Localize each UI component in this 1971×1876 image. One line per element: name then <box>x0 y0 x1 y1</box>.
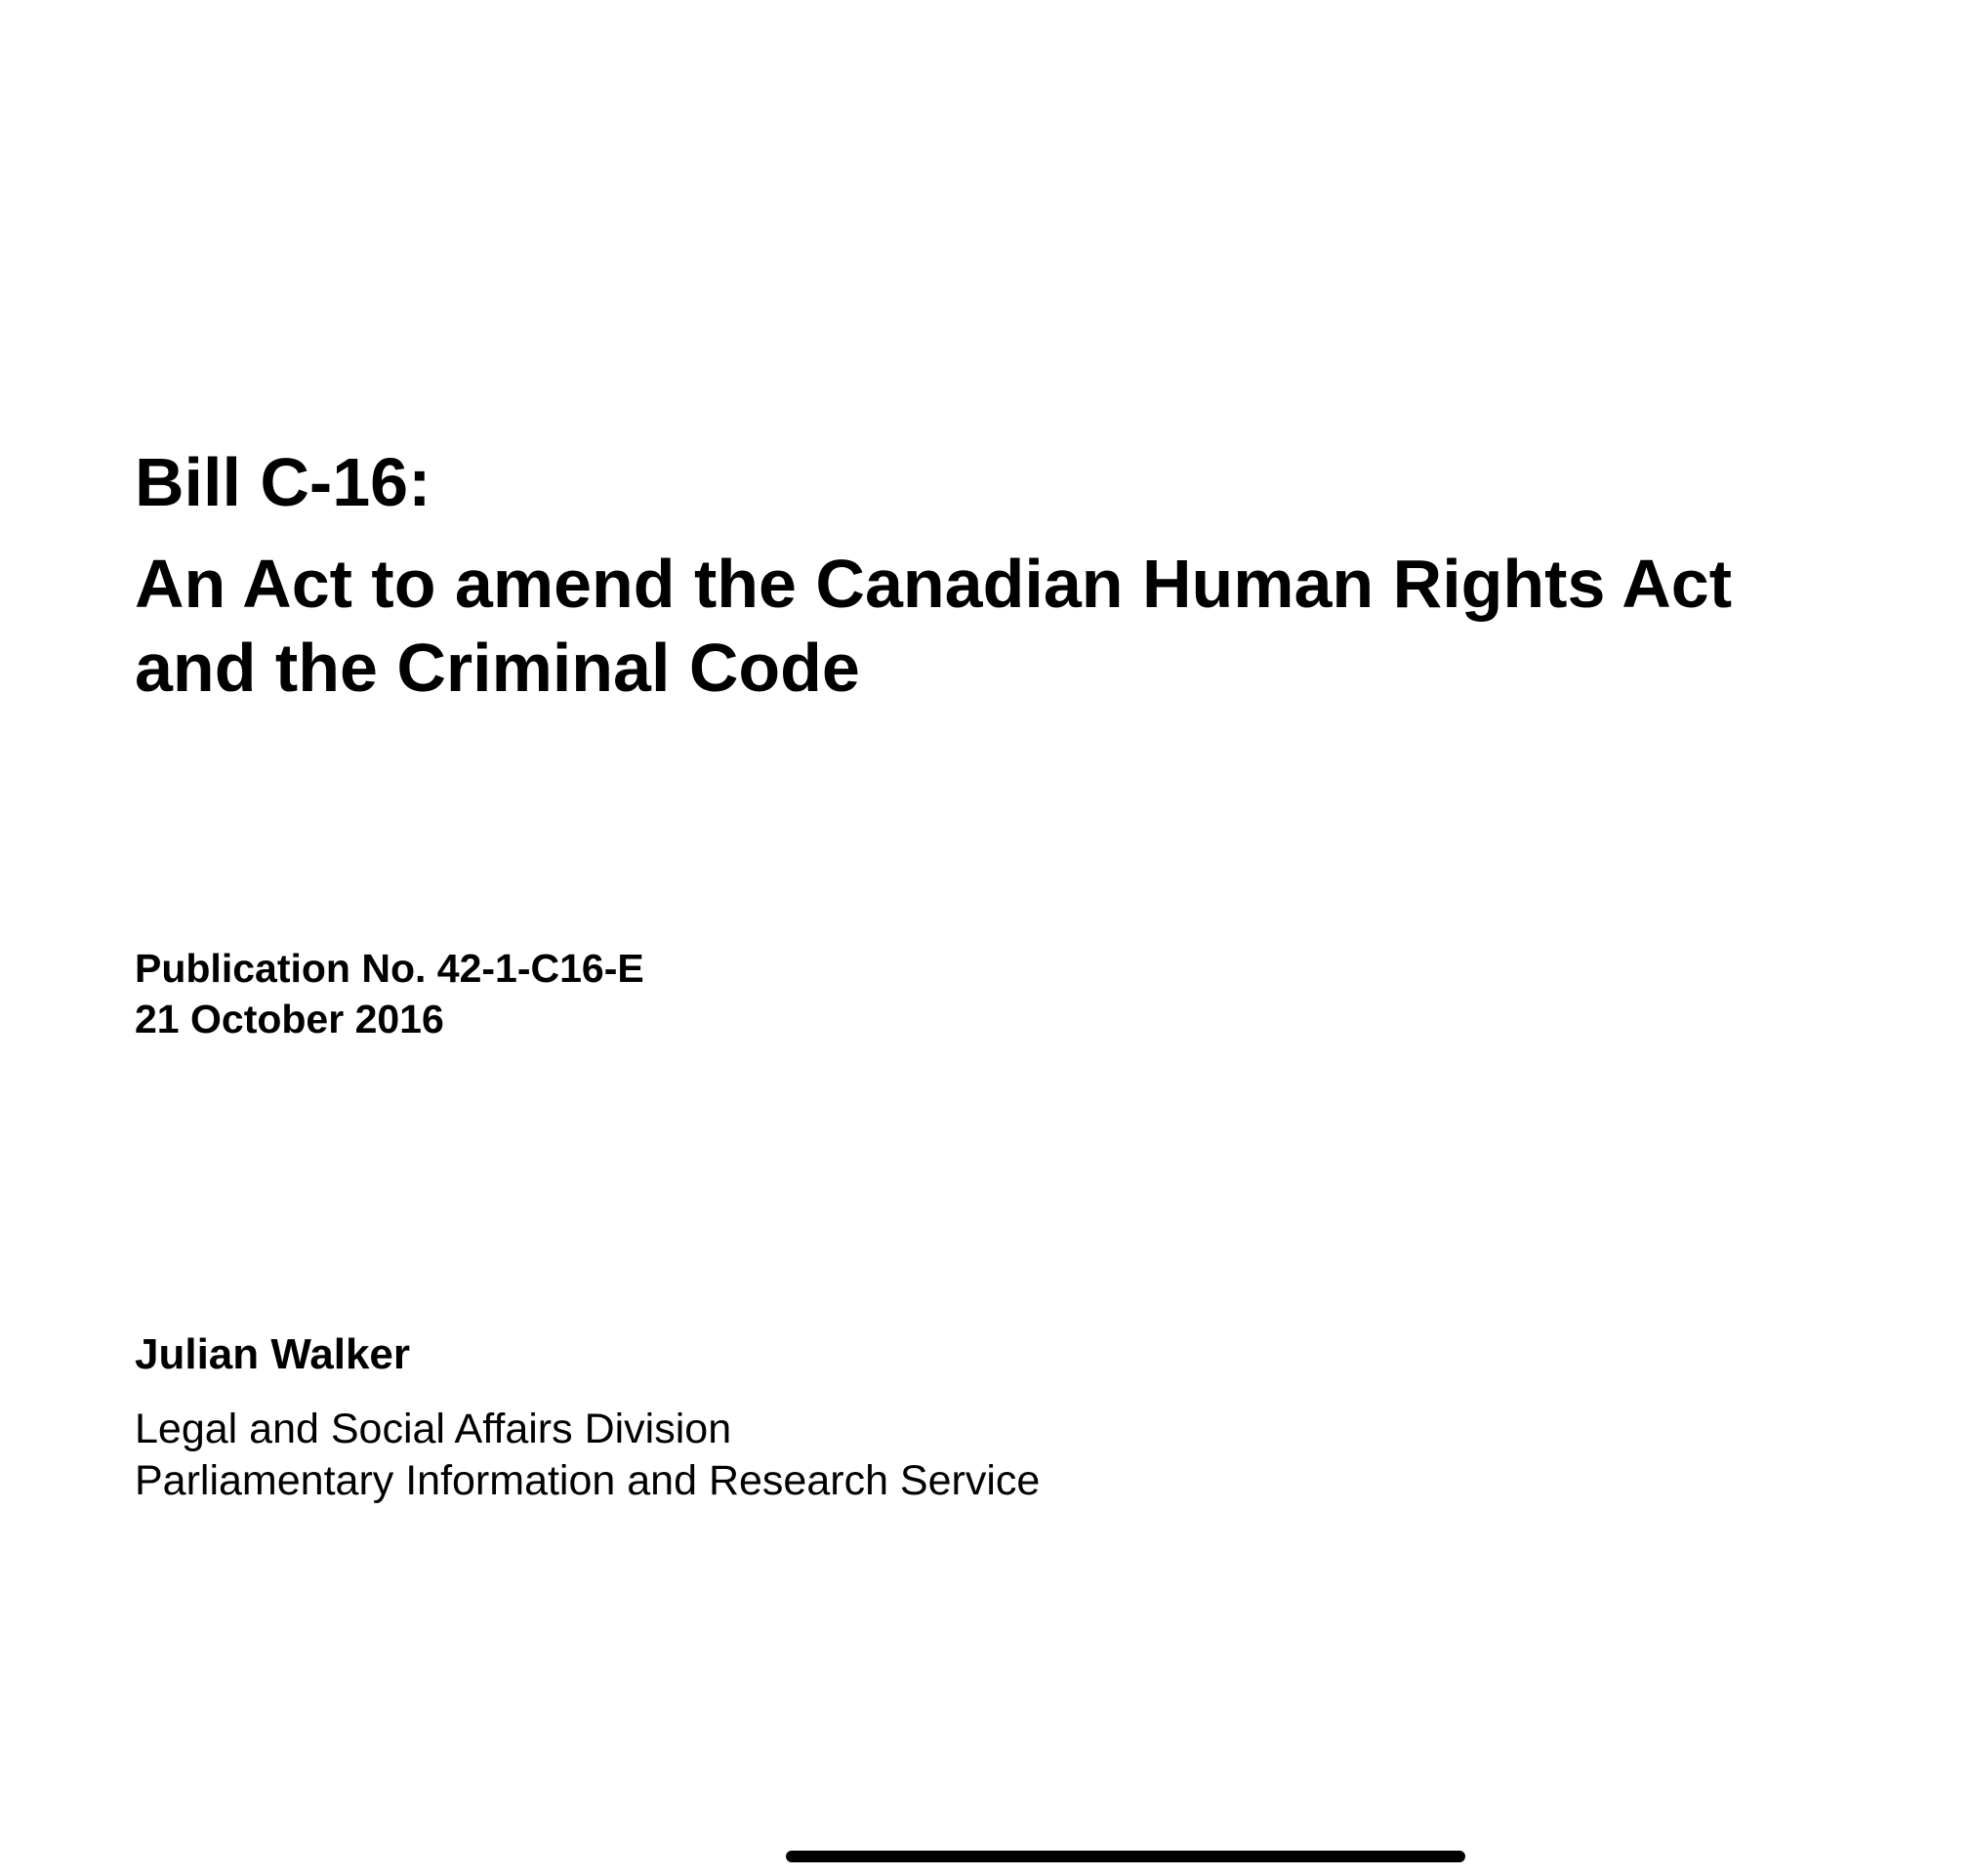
bill-title-line-2: and the Criminal Code <box>135 630 860 706</box>
publication-number: Publication No. 42-1-C16-E <box>135 946 644 991</box>
affiliation-division: Legal and Social Affairs Division <box>135 1406 732 1452</box>
author-name: Julian Walker <box>135 1330 411 1378</box>
bill-title-line-1: An Act to amend the Canadian Human Rights Act <box>135 546 1733 622</box>
home-indicator-bar[interactable] <box>786 1851 1465 1862</box>
bill-number: Bill C-16: <box>135 444 431 520</box>
publication-info <box>135 943 644 1044</box>
publication-date: 21 October 2016 <box>135 997 444 1041</box>
bill-title <box>135 542 1941 710</box>
author-affiliation <box>135 1404 1040 1507</box>
affiliation-service: Parliamentary Information and Research Service <box>135 1457 1041 1504</box>
